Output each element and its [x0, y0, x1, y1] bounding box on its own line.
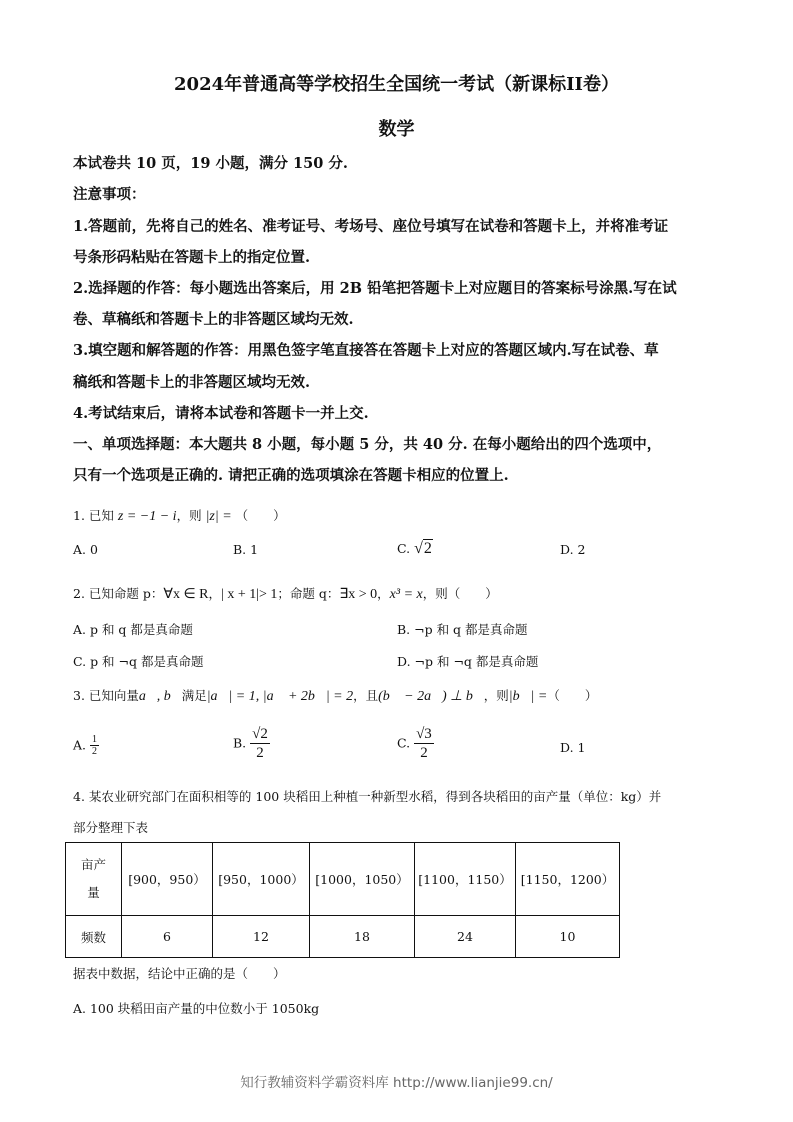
table-header-yield	[66, 843, 122, 916]
footer-watermark: 知行教辅资料学霸资料库 http://www.lianjie99.cn/	[240, 1075, 553, 1091]
note2-line1: 2.选择题的作答：每小题选出答案后，用 2B 铅笔把答题卡上对应题目的答案标号涂黑.写在试	[73, 280, 677, 297]
table-cell-freq: 24	[415, 916, 516, 958]
section1-line2: 只有一个选项是正确的. 请把正确的选项填涂在答题卡相应的位置上.	[73, 467, 509, 484]
q2-stem	[73, 584, 498, 603]
q1-option-d: D. 2	[560, 542, 586, 557]
page-title: 2024年普通高等学校招生全国统一考试（新课标II卷）	[174, 74, 619, 95]
q3-option-c	[397, 726, 434, 762]
q3-option-a-label: A.	[73, 737, 87, 753]
q2-option-c: C. p 和 ¬q 都是真命题	[73, 654, 204, 669]
q1-option-b: B. 1	[233, 542, 259, 557]
q4-option-a: A. 100 块稻田亩产量的中位数小于 1050kg	[73, 1001, 320, 1016]
table-header-yield-b: 量	[87, 885, 100, 900]
table-cell-freq: 10	[516, 916, 620, 958]
q1-paren: （ ）	[235, 508, 286, 523]
q1-option-c-sqrt: √2	[414, 540, 432, 557]
q3-option-b-frac	[250, 726, 270, 762]
table-cell-interval: [900，950）	[122, 843, 213, 916]
table-header-freq: 频数	[66, 916, 122, 958]
table-cell-interval: [1100，1150）	[415, 843, 516, 916]
q3-cond1: |a⃗| = 1, |a⃗ + 2b⃗| = 2	[206, 689, 354, 704]
table-cell-freq: 12	[213, 916, 310, 958]
note4: 4.考试结束后，请将本试卷和答题卡一并上交.	[73, 405, 369, 422]
q1-option-c	[397, 540, 433, 558]
q1-expr: z = −1 − i	[117, 509, 177, 524]
q3-option-c-frac	[414, 726, 434, 762]
q3-ask: |b⃗| =	[508, 689, 548, 704]
summary-line: 本试卷共 10 页，19 小题，满分 150 分.	[73, 155, 348, 172]
table-cell-freq: 6	[122, 916, 213, 958]
q3-paren: （ ）	[547, 688, 598, 703]
q3-option-b	[233, 726, 270, 762]
q3-vectors: a⃗, b⃗	[138, 689, 182, 704]
q3-stem-d: ，则	[483, 688, 509, 703]
q2-sep1: ，	[208, 586, 222, 601]
note1-line1: 1.答题前，先将自己的姓名、准考证号、考场号、座位号填写在试卷和答题卡上，并将准考证	[73, 218, 669, 235]
q2-option-d: D. ¬p 和 ¬q 都是真命题	[397, 654, 539, 669]
q3-stem	[73, 686, 597, 705]
q3-option-c-label: C.	[397, 735, 411, 751]
q3-option-c-num: √3	[416, 726, 432, 742]
note2-line2: 卷、草稿纸和答题卡上的非答题区域均无效.	[73, 311, 354, 328]
q3-option-b-num: √2	[252, 726, 268, 742]
q3-option-b-den: 2	[256, 744, 264, 761]
table-header-yield-a: 亩产	[80, 857, 106, 872]
q1-abs-z: |z| =	[205, 509, 232, 524]
q4-stem-line1: 4. 某农业研究部门在面积相等的 100 块稻田上种植一种新型水稻，得到各块稻田的亩产量（单位：kg）并	[73, 789, 662, 804]
table-row-intervals	[66, 843, 620, 916]
q2-stem-b: ；命题 q：	[277, 586, 340, 601]
subject-title: 数学	[378, 119, 415, 140]
q2-stem-a: 2. 已知命题 p：	[73, 586, 164, 601]
q3-option-c-den: 2	[420, 744, 428, 761]
notice-heading: 注意事项：	[73, 186, 146, 203]
q4-stem-line2: 部分整理下表	[73, 820, 149, 835]
q3-stem-a: 3. 已知向量	[73, 688, 139, 703]
q2-sep2: ，	[377, 586, 390, 601]
table-row-freqs	[66, 916, 620, 958]
q3-option-b-label: B.	[233, 735, 247, 751]
q2-expr-p1: ∀x ∈ R	[163, 587, 209, 602]
q2-option-a: A. p 和 q 都是真命题	[73, 622, 193, 637]
q1-option-c-label: C.	[397, 541, 411, 556]
q2-option-b: B. ¬p 和 q 都是真命题	[397, 622, 528, 637]
table-cell-interval: [1000，1050）	[310, 843, 415, 916]
q3-option-a	[73, 734, 99, 758]
note1-line2: 号条形码粘贴在答题卡上的指定位置.	[73, 249, 311, 266]
table-cell-freq: 18	[310, 916, 415, 958]
q1-mid: ，则	[176, 508, 202, 523]
q2-expr-p2: | x + 1|> 1	[221, 587, 278, 602]
q1-option-c-radicand: 2	[423, 540, 432, 557]
q3-stem-b: 满足	[181, 688, 207, 703]
q4-after: 据表中数据，结论中正确的是（ ）	[73, 966, 286, 981]
q1-stem	[73, 506, 286, 525]
q2-expr-q2: x³ = x	[389, 587, 423, 602]
q2-stem-c: ，则（ ）	[422, 586, 498, 601]
note3-line2: 稿纸和答题卡上的非答题区域均无效.	[73, 374, 311, 391]
q3-option-a-num: 1	[92, 734, 97, 745]
q1-prefix: 1. 已知	[73, 508, 114, 523]
q3-option-d: D. 1	[560, 740, 586, 755]
note3-line1: 3.填空题和解答题的作答：用黑色签字笔直接答在答题卡上对应的答题区域内.写在试卷、草	[73, 342, 659, 359]
q2-expr-q1: ∃x > 0	[339, 587, 378, 602]
q3-option-a-den: 2	[92, 746, 97, 757]
q3-cond2: (b⃗ − 2a⃗) ⊥ b⃗	[378, 689, 484, 704]
yield-table	[65, 842, 620, 958]
table-cell-interval: [950，1000）	[213, 843, 310, 916]
section1-line1: 一、单项选择题：本大题共 8 小题，每小题 5 分，共 40 分. 在每小题给出的四个选项中，	[73, 436, 662, 453]
q3-stem-c: ，且	[353, 688, 379, 703]
q3-option-a-frac	[90, 734, 99, 758]
q1-option-a: A. 0	[73, 542, 98, 557]
table-cell-interval: [1150，1200）	[516, 843, 620, 916]
